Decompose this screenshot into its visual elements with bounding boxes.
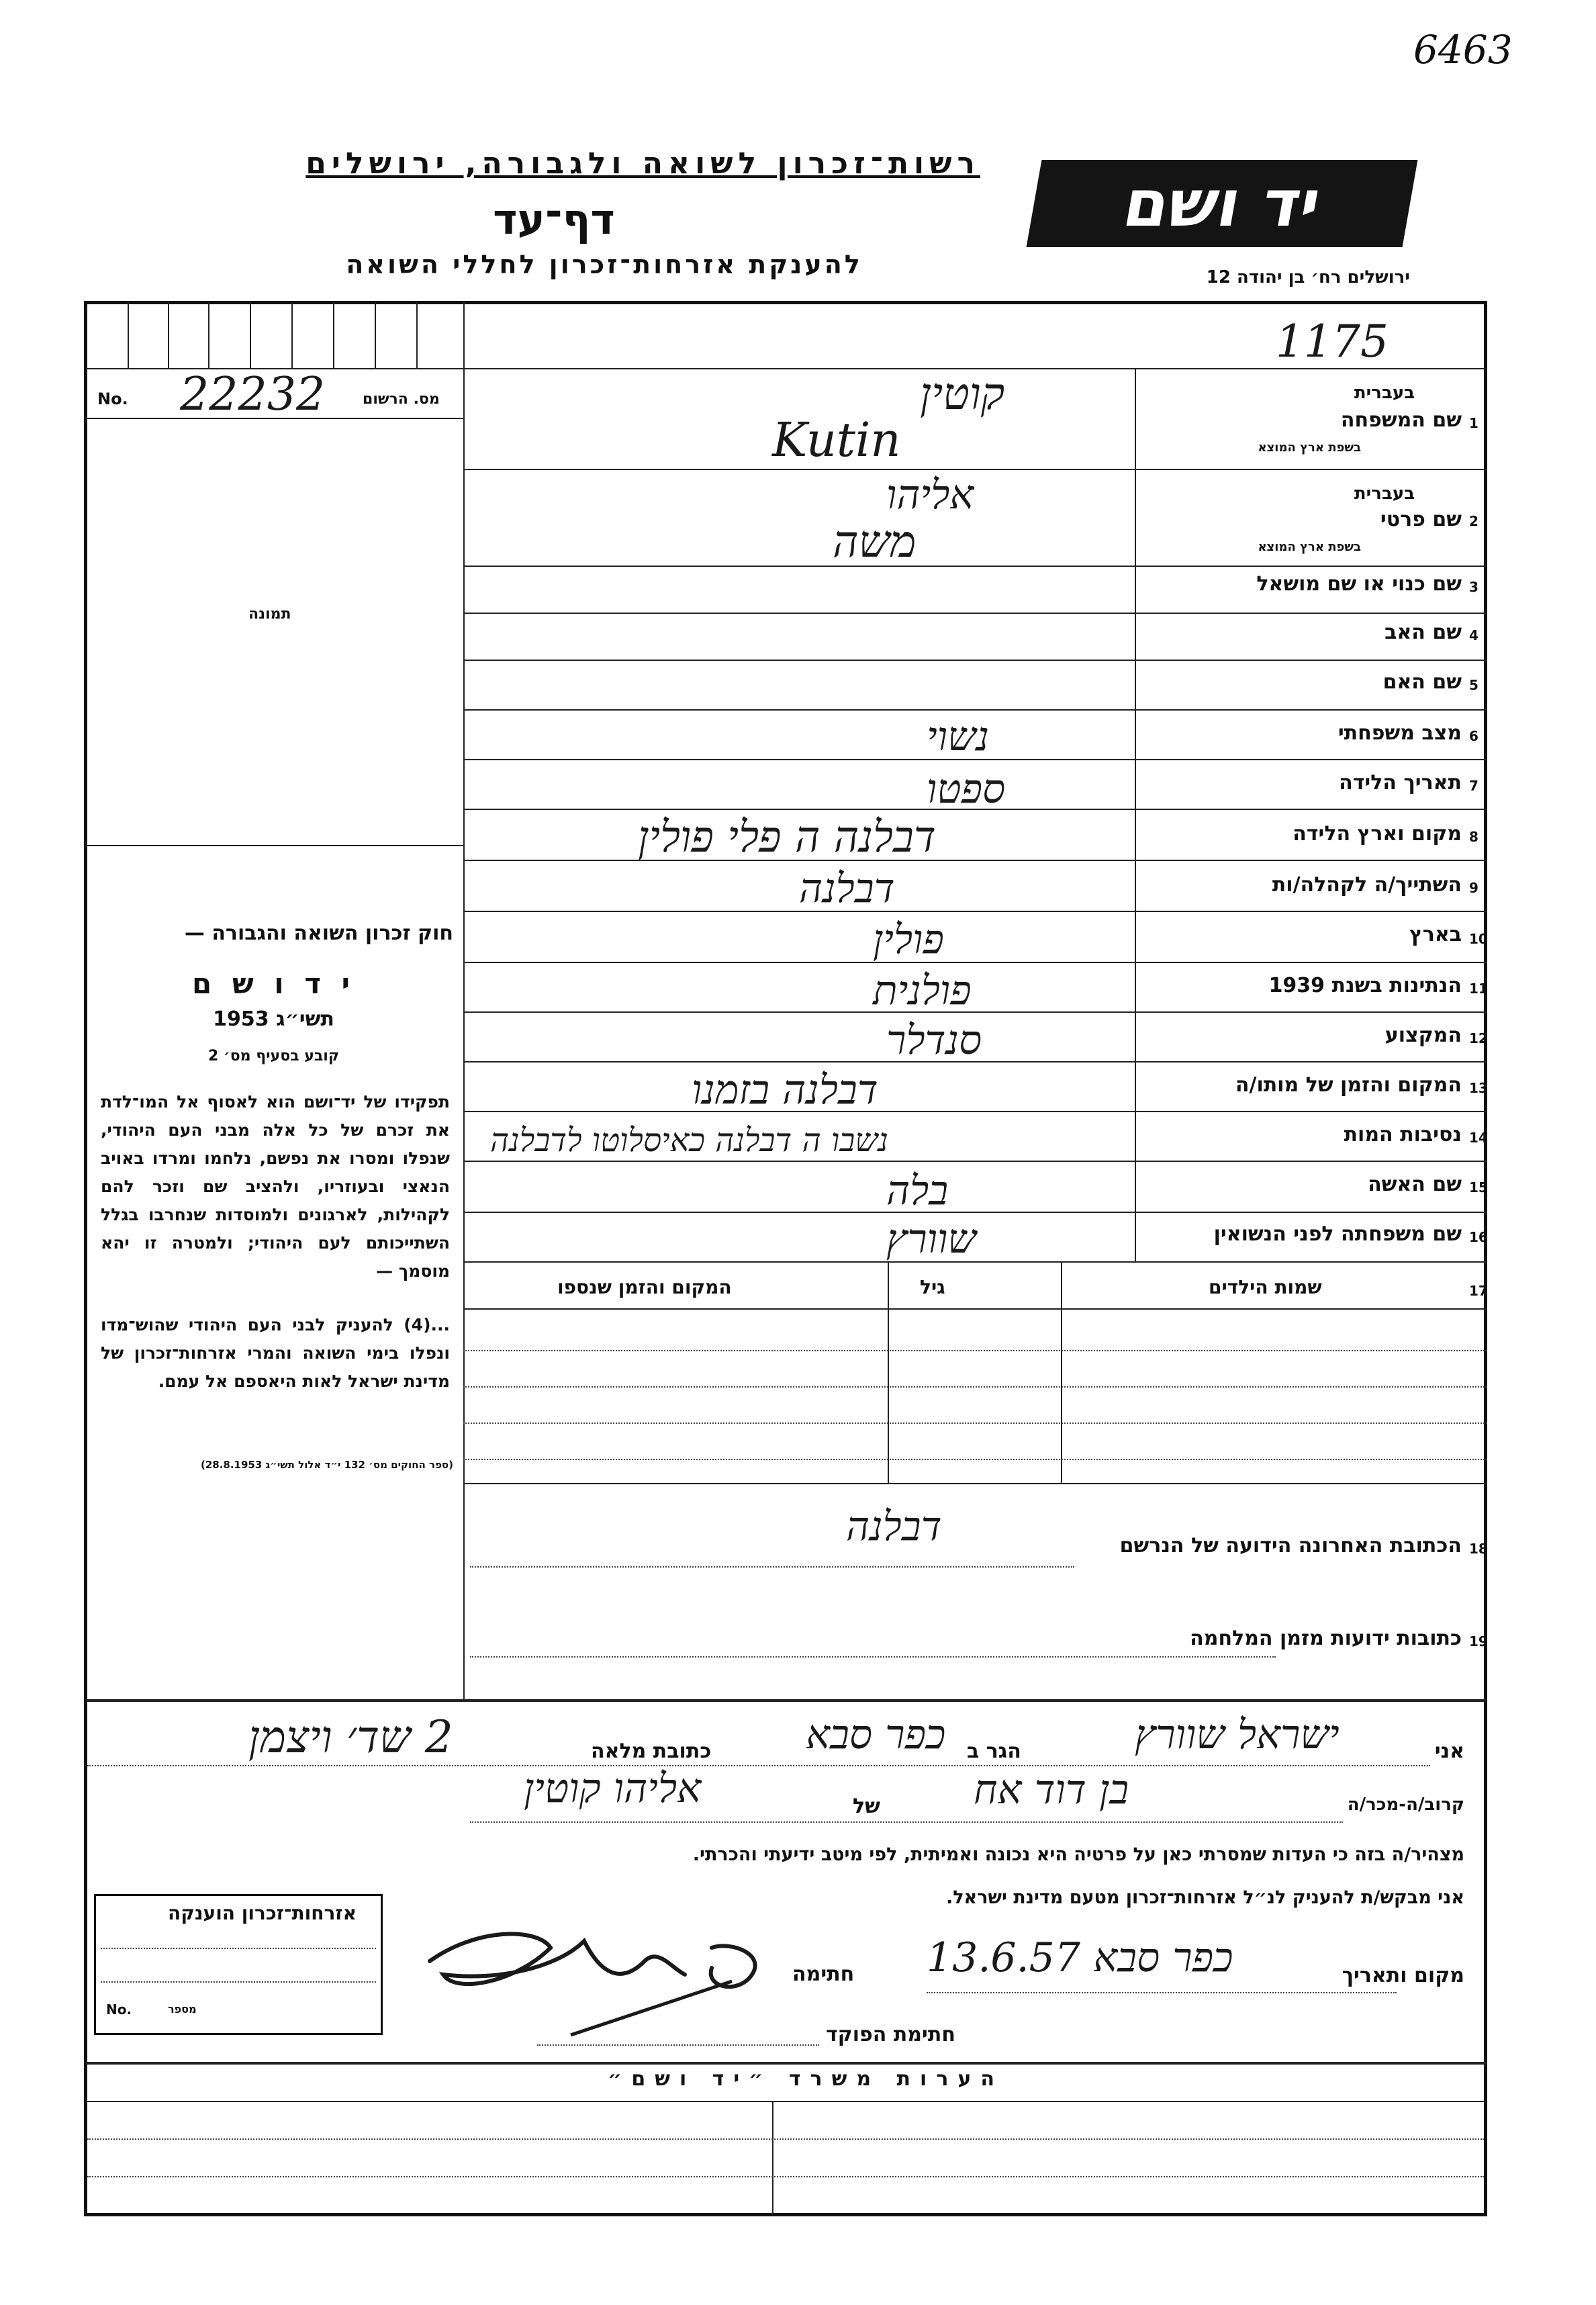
declaration-statement: מצהיר/ה בזה כי העדות שמסרתי כאן על פרטיה היא נכונה ואמיתית, לפי מיטב ידיעתי והכרתי. bbox=[692, 1844, 1464, 1865]
field-birth-date-label: תאריך הלידה bbox=[1339, 771, 1462, 795]
field-father-name-label: שם האב bbox=[1384, 621, 1462, 644]
authority-heading: רשות־זכרון לשואה ולגבורה, ירושלים bbox=[306, 146, 980, 181]
field-birth-place-label: מקום וארץ הלידה bbox=[1293, 822, 1462, 846]
field-country-label: בארץ bbox=[1409, 923, 1462, 946]
law-paragraph-2: ...(4) להעניק לבני העם היהודי שהוש־מדו ונפלו בימי השואה והמרי אזרחות־זכרון של מדינת ישראל לאות היאספם אל עמם. bbox=[101, 1315, 450, 1391]
declarant-name: ישראל שוורץ bbox=[1135, 1711, 1340, 1758]
death-place-value: דבלנה בזמנו bbox=[692, 1067, 878, 1114]
field-wife-name-label: שם האשה bbox=[1368, 1173, 1462, 1196]
relationship-value: בן דוד אח bbox=[974, 1766, 1129, 1813]
children-names-header: שמות הילדים bbox=[1209, 1276, 1322, 1298]
left-column-divider bbox=[463, 302, 465, 1699]
relative-name: אליהו קוטין bbox=[524, 1765, 702, 1812]
registration-number: 22232 bbox=[180, 368, 326, 421]
community-value: דבלנה bbox=[799, 865, 895, 912]
field-last-address-label: הכתובת האחרונה הידועה של הנרשם bbox=[1119, 1534, 1462, 1557]
field-wartime-addresses-label: כתובות ידועות מזמן המלחמה bbox=[1190, 1627, 1462, 1650]
logo-address: ירושלים רח׳ בן יהודה 12 bbox=[1206, 267, 1410, 287]
law-title: חוק זכרון השואה והגבורה — bbox=[184, 921, 453, 945]
corner-number: 6463 bbox=[1413, 27, 1513, 73]
first-name-hebrew: אליהו bbox=[886, 471, 974, 518]
registration-label: מס. הרשום bbox=[363, 391, 440, 408]
family-name-hebrew: קוטין bbox=[920, 368, 1005, 420]
field-mother-name-label: שם האם bbox=[1382, 670, 1462, 694]
birth-date-value: ספטו bbox=[927, 766, 1006, 813]
country-value: פולין bbox=[873, 916, 944, 963]
first-name-orig: משה bbox=[833, 516, 917, 568]
form-subtitle: להענקת אזרחות־זכרון לחללי השואה bbox=[346, 250, 863, 279]
death-circumstances-value: נשבו ה דבלנה כאיסלוטו לדבלנה bbox=[490, 1122, 888, 1159]
field-first-name-label: שם פרטי bbox=[1380, 508, 1462, 531]
logo-text: יד ושם bbox=[1117, 166, 1327, 241]
registration-box-value: 1175 bbox=[1276, 316, 1389, 367]
family-name-latin: Kutin bbox=[772, 412, 901, 467]
declaration-request: אני מבקש/ת להעניק לנ״ל אזרחות־זכרון מטעם מדינת ישראל. bbox=[945, 1887, 1464, 1908]
field-nickname-label: שם כנוי או שם מושאל bbox=[1256, 572, 1462, 596]
marital-status-value: נשוי bbox=[927, 713, 990, 760]
law-paragraph-1: תפקידו של יד־ושם הוא לאסוף אל המו־לדת את זכרם של כל אלה מבני העם היהודי, שנפלו ומסרו את נפשם, נלחמו ומרדו באויב הנאצי ובעוזריו, ולהציב שם וזכר להם לקהילות, לארגונים ולמוסדות שנחרבו בגלל השתייכותם לעם היהודי; ולמטרה זו יהא מוסמך — bbox=[101, 1092, 450, 1281]
birth-place-value: דבלנה ה פלי פולין bbox=[638, 813, 936, 862]
yad-vashem-logo bbox=[1027, 160, 1418, 247]
place-date-value: כפר סבא 13.6.57 bbox=[927, 1934, 1233, 1981]
children-place-header: המקום והזמן שנספו bbox=[557, 1276, 732, 1298]
field-death-place-label: המקום והזמן של מותו/ה bbox=[1235, 1073, 1462, 1097]
field-citizenship-label: הנתינות בשנת 1939 bbox=[1268, 974, 1462, 997]
law-name: י ד ו ש ם bbox=[191, 967, 356, 1000]
last-address-value: דבלנה bbox=[846, 1503, 942, 1550]
field-profession-label: המקצוע bbox=[1384, 1024, 1462, 1047]
signature-scribble bbox=[416, 1907, 792, 2042]
law-footnote: (ספר החוקים מס׳ 132 י״ד אלול תשי״ג 28.8.1953) bbox=[200, 1459, 453, 1471]
label-column-divider bbox=[1135, 368, 1136, 1261]
form-title: דף־עד bbox=[493, 195, 615, 244]
law-clause: קובע בסעיף מס׳ 2 bbox=[207, 1048, 340, 1065]
children-age-header: גיל bbox=[920, 1276, 945, 1298]
declaration-top-border bbox=[86, 1699, 1486, 1702]
field-maiden-name-label: שם משפחתה לפני הנשואין bbox=[1213, 1222, 1462, 1246]
maiden-name-value: שוורץ bbox=[886, 1216, 976, 1263]
registration-no-label: No. bbox=[97, 390, 128, 408]
field-community-label: השתייך/ה לקהלה/ות bbox=[1272, 873, 1462, 897]
declarant-city: כפר סבא bbox=[806, 1711, 946, 1758]
law-year: תשי״ג 1953 bbox=[213, 1007, 334, 1031]
citizenship-value: פולנית bbox=[873, 967, 972, 1014]
field-family-name-label: שם המשפחה bbox=[1340, 408, 1462, 432]
field-death-circumstances-label: נסיבות המות bbox=[1344, 1123, 1462, 1146]
declarant-address: 2 שד׳ ויצמן bbox=[248, 1711, 453, 1763]
office-notes-title: הערות משרד ״יד ושם״ bbox=[608, 2067, 1004, 2091]
photo-label: תמונה bbox=[248, 606, 291, 623]
wife-name-value: בלה bbox=[886, 1167, 949, 1214]
field-marital-status-label: מצב משפחתי bbox=[1337, 721, 1462, 745]
officer-signature-label: חתימת הפוקד bbox=[826, 2023, 955, 2046]
award-box-title: אזרחות־זכרון הוענקה bbox=[168, 1902, 357, 1924]
profession-value: סנדלר bbox=[886, 1017, 982, 1064]
